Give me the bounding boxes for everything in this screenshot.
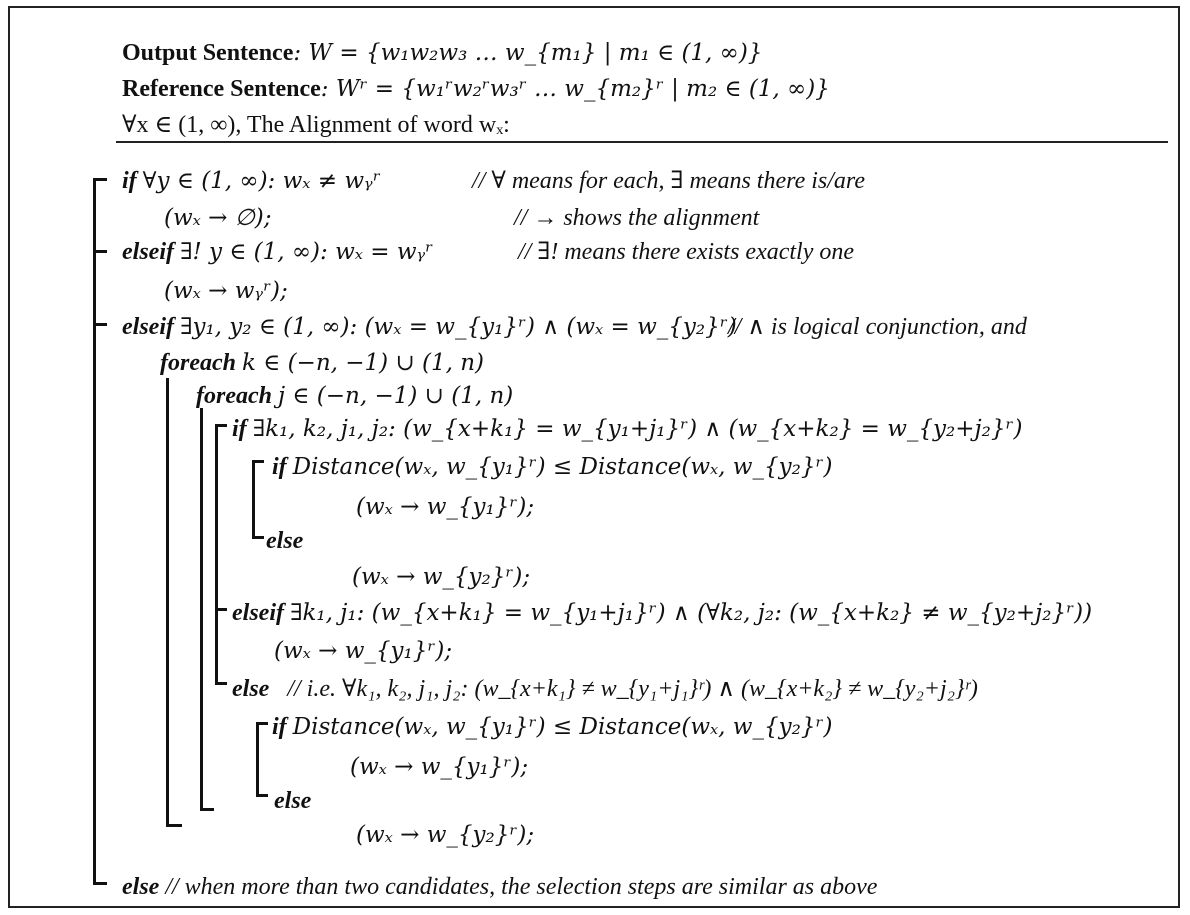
keyword-elseif: elseif xyxy=(232,600,284,626)
line-else-distance-1 xyxy=(266,526,303,556)
line-elseif-one-context xyxy=(232,598,1092,628)
keyword-if: if xyxy=(232,416,247,442)
keyword-if: if xyxy=(272,454,287,480)
reference-sentence-line xyxy=(122,74,830,104)
line-align-y1-b xyxy=(274,636,452,666)
output-sentence-formula: : W = {w₁w₂w₃ … w_{m₁} | m₁ ∈ (1, ∞)} xyxy=(293,40,763,66)
reference-sentence-formula: : Wʳ = {w₁ʳw₂ʳw₃ʳ … w_{m₂}ʳ | m₂ ∈ (1, ∞)} xyxy=(320,76,830,102)
outer-bracket xyxy=(93,178,96,884)
line-align-y2-b xyxy=(356,820,534,850)
line-align-y xyxy=(164,276,288,306)
distance-2-tick-if xyxy=(256,722,268,725)
keyword-else: else xyxy=(274,788,312,814)
line-foreach-j xyxy=(196,381,513,411)
foreach-j-tick xyxy=(200,808,214,811)
outer-tick-elseif-1 xyxy=(93,250,107,253)
keyword-if: if xyxy=(122,168,137,194)
keyword-else: else xyxy=(232,676,270,702)
alignment-intro: ∀x ∈ (1, ∞), The Alignment of word wₓ: xyxy=(122,112,510,138)
expr-one-context: ∃k₁, j₁: (w_{x+k₁} = w_{y₁+j₁}ʳ) ∧ (∀k₂, j₂: (w_{x+k₂} ≠ w_{y₂+j₂}ʳ)) xyxy=(289,600,1093,626)
line-else-more-candidates xyxy=(122,872,877,902)
expr-distance-1: Distance(wₓ, w_{y₁}ʳ) ≤ Distance(wₓ, w_{y₂}ʳ) xyxy=(292,454,833,480)
line-if-distance-1 xyxy=(272,452,832,482)
comment-conjunction: // ∧ is logical conjunction, and xyxy=(728,314,1027,340)
distance-1-tick-else xyxy=(252,536,264,539)
foreach-k-bracket xyxy=(166,378,169,826)
keyword-elseif: elseif xyxy=(122,239,174,265)
output-sentence-line xyxy=(122,38,762,68)
expr-align-y1-b: (wₓ → w_{y₁}ʳ); xyxy=(274,638,453,664)
keyword-foreach: foreach xyxy=(196,383,272,409)
expr-align-y2-a: (wₓ → w_{y₂}ʳ); xyxy=(352,564,531,590)
expr-exists-unique: ∃! y ∈ (1, ∞): wₓ = wᵧʳ xyxy=(179,239,434,265)
expr-align-empty: (wₓ → ∅); xyxy=(164,205,272,231)
keyword-if: if xyxy=(272,714,287,740)
line-if-forall xyxy=(122,166,381,196)
line-elseif-unique xyxy=(122,237,433,267)
keyword-else: else xyxy=(122,874,160,900)
expr-both-context: ∃k₁, k₂, j₁, j₂: (w_{x+k₁} = w_{y₁+j₁}ʳ) ∧ (w_{x+k₂} = w_{y₂+j₂}ʳ) xyxy=(252,416,1023,442)
distance-bracket-1 xyxy=(252,460,255,538)
expr-forall-not-equal: ∀y ∈ (1, ∞): wₓ ≠ wᵧʳ xyxy=(142,168,381,194)
keyword-else: else xyxy=(266,528,304,554)
line-align-y2-a xyxy=(352,562,530,592)
inner-if-bracket xyxy=(215,424,218,684)
foreach-j-bracket xyxy=(200,408,203,810)
expr-distance-2: Distance(wₓ, w_{y₁}ʳ) ≤ Distance(wₓ, w_{y₂}ʳ) xyxy=(292,714,833,740)
line-if-distance-2 xyxy=(272,712,832,742)
distance-1-tick-if xyxy=(252,460,264,463)
outer-tick-else xyxy=(93,882,107,885)
line-if-both-context xyxy=(232,414,1023,444)
expr-align-y: (wₓ → wᵧʳ); xyxy=(164,278,288,304)
line-align-empty xyxy=(164,203,271,233)
distance-2-tick-else xyxy=(256,794,268,797)
inner-tick-else xyxy=(215,682,227,685)
expr-foreach-k: k ∈ (−n, −1) ∪ (1, n) xyxy=(241,350,485,376)
line-else-no-context xyxy=(232,674,978,704)
expr-foreach-j: j ∈ (−n, −1) ∪ (1, n) xyxy=(277,383,514,409)
outer-tick-if xyxy=(93,178,107,181)
line-elseif-two xyxy=(122,312,737,342)
distance-bracket-2 xyxy=(256,722,259,796)
expr-align-y1-c: (wₓ → w_{y₁}ʳ); xyxy=(350,754,529,780)
keyword-foreach: foreach xyxy=(160,350,236,376)
comment-ie-no-context: // i.e. ∀k₁, k₂, j₁, j₂: (w_{x+k₁} ≠ w_{y₁+j₁}ʳ) ∧ (w_{x+k₂} ≠ w_{y₂+j₂}ʳ) xyxy=(287,676,978,702)
comment-arrow-alignment: // → shows the alignment xyxy=(514,205,760,231)
inner-tick-if xyxy=(215,424,227,427)
output-sentence-label: Output Sentence xyxy=(122,40,294,66)
line-align-y1-a xyxy=(356,492,534,522)
expr-exists-two: ∃y₁, y₂ ∈ (1, ∞): (wₓ = w_{y₁}ʳ) ∧ (wₓ = w_{y₂}ʳ) xyxy=(179,314,737,340)
foreach-k-tick xyxy=(166,824,182,827)
outer-tick-elseif-2 xyxy=(93,323,107,326)
keyword-elseif: elseif xyxy=(122,314,174,340)
reference-sentence-label: Reference Sentence xyxy=(122,76,321,102)
line-foreach-k xyxy=(160,348,484,378)
expr-align-y2-b: (wₓ → w_{y₂}ʳ); xyxy=(356,822,535,848)
comment-exists-unique: // ∃! means there exists exactly one xyxy=(518,239,855,265)
comment-more-candidates: // when more than two candidates, the selection steps are similar as above xyxy=(165,874,878,900)
comment-forall-exists: // ∀ means for each, ∃ means there is/are xyxy=(472,168,865,194)
line-align-y1-c xyxy=(350,752,528,782)
header-divider xyxy=(116,141,1168,143)
line-else-distance-2 xyxy=(274,786,311,816)
inner-tick-elseif xyxy=(215,608,227,611)
expr-align-y1-a: (wₓ → w_{y₁}ʳ); xyxy=(356,494,535,520)
